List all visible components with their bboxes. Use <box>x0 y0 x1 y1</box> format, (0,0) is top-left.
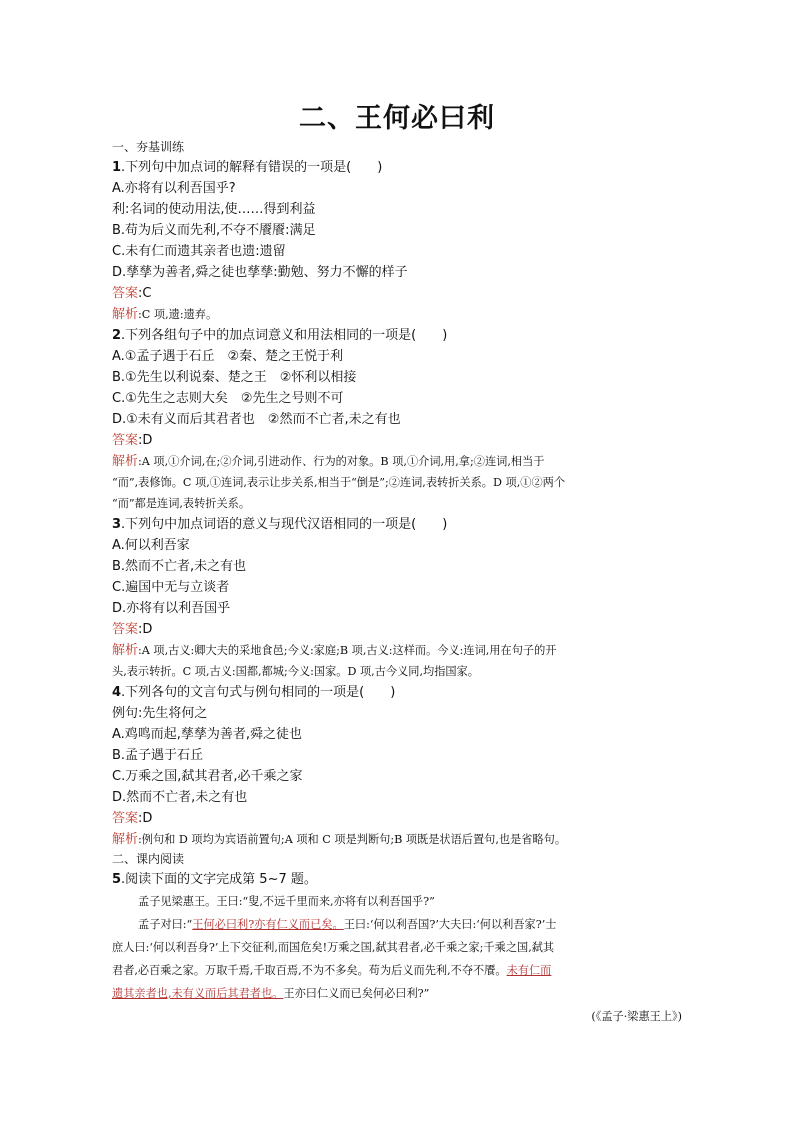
q1-answer: 答案:C <box>112 286 152 301</box>
q1-option: 利:名词的使动用法,使……得到利益 <box>112 202 316 217</box>
q2-option: C.①先生之志则大矣 ②先生之号则不可 <box>112 391 344 406</box>
q2-explanation: 解析:A 项,①介词,在;②介词,引进动作、行为的对象。B 项,①介词,用,拿;②连词,相当于 <box>112 454 545 469</box>
passage-line: 君者,必百乘之家。万取千焉,千取百焉,不为不多矣。苟为后义而先利,不夺不餍。未有仁而 <box>112 964 552 977</box>
question-2-stem: 2.下列各组句子中的加点词意义和用法相同的一项是( ) <box>112 328 448 343</box>
q3-answer: 答案:D <box>112 622 153 637</box>
q2-option: D.①未有义而后其君者也 ②然而不亡者,未之有也 <box>112 412 401 427</box>
underlined-sentence: 遗其亲者也,未有义而后其君者也。 <box>112 987 284 1000</box>
q4-answer: 答案:D <box>112 811 153 826</box>
q4-option: D.然而不亡者,未之有也 <box>112 790 248 805</box>
passage-line: 孟子见梁惠王。王曰:“叟,不远千里而来,亦将有以利吾国乎?” <box>138 895 435 908</box>
q3-explanation-cont: 头,表示转折。C 项,古义:国都,都城;今义:国家。D 项,古今义同,均指国家。 <box>112 665 479 678</box>
passage-source: (《孟子·梁惠王上》) <box>591 1010 682 1023</box>
q3-option: C.遍国中无与立谈者 <box>112 580 230 595</box>
q1-option: A.亦将有以利吾国乎? <box>112 181 236 196</box>
passage-line: 庶人曰:‘何以利吾身?’上下交征利,而国危矣!万乘之国,弑其君者,必千乘之家;千乘之国,弑其 <box>112 941 555 954</box>
q4-option: A.鸡鸣而起,孳孳为善者,舜之徒也 <box>112 727 303 742</box>
question-5-stem: 5.阅读下面的文字完成第 5~7 题。 <box>112 872 317 887</box>
q4-option: B.孟子遇于石丘 <box>112 748 204 763</box>
question-4-stem: 4.下列各句的文言句式与例句相同的一项是( ) <box>112 685 396 700</box>
question-1-stem: 1.下列句中加点词的解释有错误的一项是( ) <box>112 160 383 175</box>
page-title: 二、王何必曰利 <box>299 103 495 134</box>
q2-answer: 答案:D <box>112 433 153 448</box>
q4-explanation: 解析:例句和 D 项均为宾语前置句;A 项和 C 项是判断句;B 项既是状语后置句,也是省略句。 <box>112 832 567 847</box>
q4-example: 例句:先生将何之 <box>112 706 208 721</box>
q2-explanation-cont: “而”,表修饰。C 项,①连词,表示让步关系,相当于“倒是”;②连词,表转折关系。D 项,①②两个 <box>112 476 566 489</box>
q3-option: D.亦将有以利吾国乎 <box>112 601 231 616</box>
q3-explanation: 解析:A 项,古义:卿大夫的采地食邑;今义:家庭;B 项,古义:这样而。今义:连词,用在句子的开 <box>112 643 557 658</box>
q2-explanation-cont: “而”都是连词,表转折关系。 <box>112 497 251 510</box>
q4-option: C.万乘之国,弑其君者,必千乘之家 <box>112 769 303 784</box>
section-heading-basics: 一、夯基训练 <box>112 140 185 154</box>
worksheet-content <box>112 138 682 1028</box>
q3-option: A.何以利吾家 <box>112 538 190 553</box>
underlined-sentence: 未有仁而 <box>506 964 552 977</box>
q2-option: A.①孟子遇于石丘 ②秦、楚之王悦于利 <box>112 349 344 364</box>
q1-option: C.未有仁而遗其亲者也遗:遗留 <box>112 244 286 259</box>
q2-option: B.①先生以利说秦、楚之王 ②怀利以相接 <box>112 370 357 385</box>
q1-option: D.孳孳为善者,舜之徒也孳孳:勤勉、努力不懈的样子 <box>112 265 408 280</box>
question-3-stem: 3.下列句中加点词语的意义与现代汉语相同的一项是( ) <box>112 517 448 532</box>
q1-explanation: 解析:C 项,遗:遗弃。 <box>112 307 218 322</box>
q1-option: B.苟为后义而先利,不夺不餍餍:满足 <box>112 223 316 238</box>
passage-line: 孟子对曰:“王何必曰利?亦有仁义而已矣。王曰:‘何以利吾国?’大夫曰:‘何以利吾家?’士 <box>138 918 557 931</box>
underlined-sentence: 王何必曰利?亦有仁义而已矣。 <box>192 918 344 931</box>
q3-option: B.然而不亡者,未之有也 <box>112 559 247 574</box>
section-heading-reading: 二、课内阅读 <box>112 852 185 866</box>
passage-line: 遗其亲者也,未有义而后其君者也。王亦曰仁义而已矣何必曰利?” <box>112 987 430 1000</box>
